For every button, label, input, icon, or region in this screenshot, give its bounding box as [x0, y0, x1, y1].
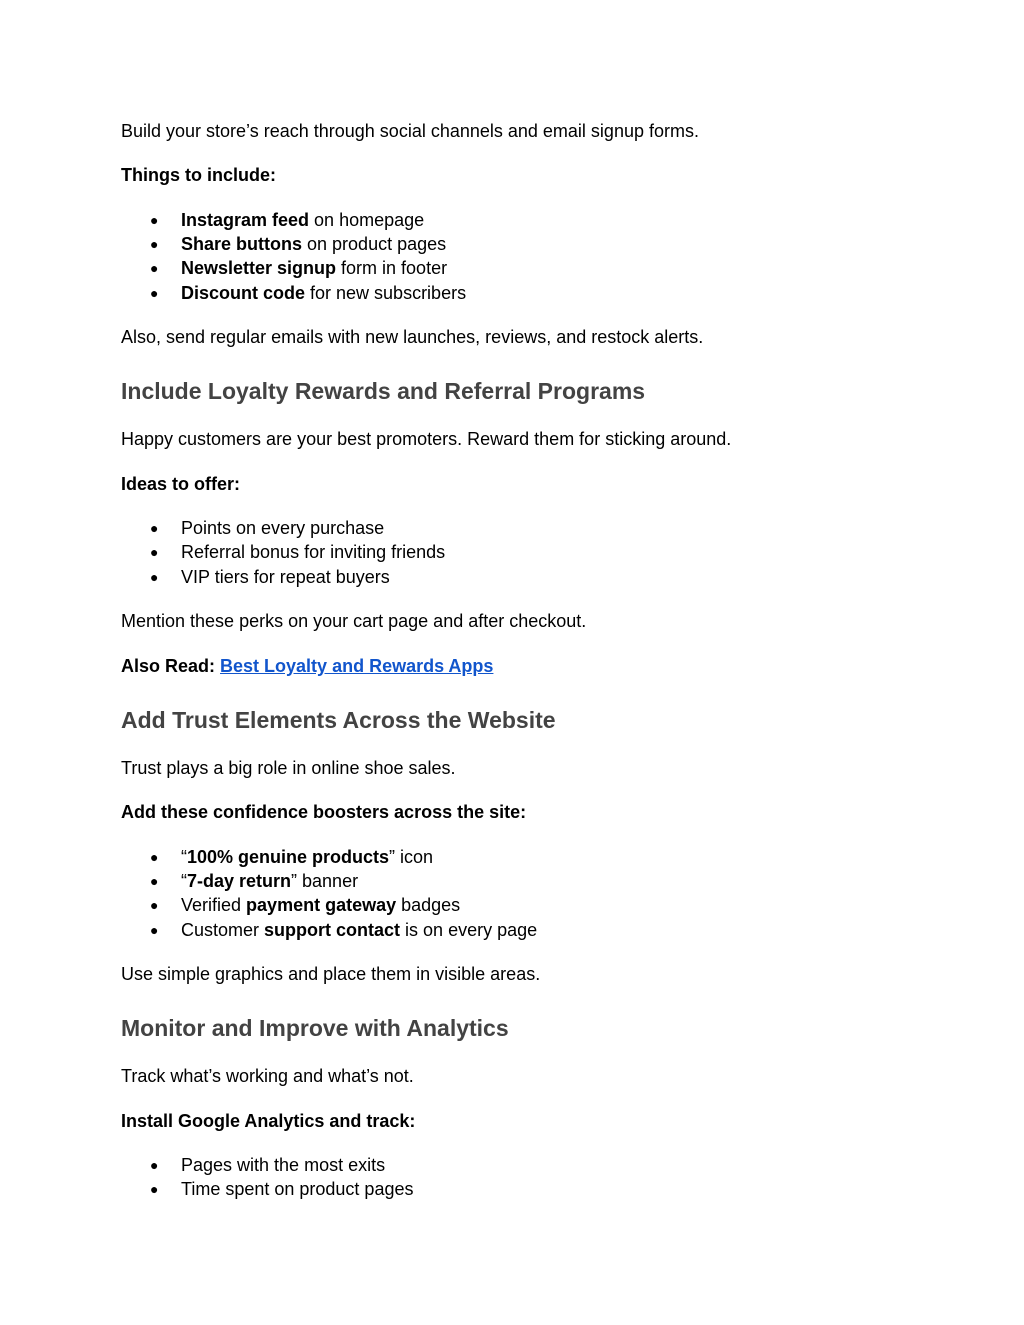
item-bold: Newsletter signup: [181, 258, 337, 278]
item-text: badges: [396, 895, 461, 915]
section2-heading: Include Loyalty Rewards and Referral Programs: [121, 378, 646, 404]
item-text: ” banner: [291, 871, 359, 891]
item-bold: 7-day return: [187, 871, 292, 891]
item-text: for new subscribers: [305, 283, 467, 303]
item-text: Pages with the most exits: [181, 1155, 386, 1175]
section2-list-label: Ideas to offer:: [121, 474, 241, 494]
bullet-icon: ●: [150, 849, 159, 865]
bullet-icon: ●: [150, 873, 159, 889]
section3-heading: Add Trust Elements Across the Website: [121, 707, 556, 733]
section4-intro: Track what’s working and what’s not.: [121, 1066, 414, 1086]
item-text: VIP tiers for repeat buyers: [181, 567, 390, 587]
item-text: Referral bonus for inviting friends: [181, 542, 446, 562]
section2-intro: Happy customers are your best promoters. Reward them for sticking around.: [121, 429, 732, 449]
bullet-icon: ●: [150, 1181, 159, 1197]
bullet-icon: ●: [150, 569, 159, 585]
item-prefix: Verified: [181, 895, 247, 915]
item-text: form in footer: [336, 258, 448, 278]
section3-intro: Trust plays a big role in online shoe sales.: [121, 758, 456, 778]
item-prefix: Customer: [181, 920, 265, 940]
section3-outro: Use simple graphics and place them in visible areas.: [121, 964, 541, 984]
item-text: Time spent on product pages: [181, 1179, 414, 1199]
item-bold: 100% genuine products: [187, 847, 390, 867]
bullet-icon: ●: [150, 520, 159, 536]
item-text: on product pages: [302, 234, 447, 254]
bullet-icon: ●: [150, 236, 159, 252]
bullet-icon: ●: [150, 285, 159, 301]
section1-intro: Build your store’s reach through social channels and email signup forms.: [121, 121, 699, 141]
item-bold: support contact: [264, 920, 401, 940]
also-read-label: Also Read:: [121, 656, 221, 676]
item-text: is on every page: [400, 920, 538, 940]
item-bold: Instagram feed: [181, 210, 310, 230]
item-text: Points on every purchase: [181, 518, 385, 538]
section1-outro: Also, send regular emails with new launches, reviews, and restock alerts.: [121, 327, 704, 347]
section3-list-label: Add these confidence boosters across the site:: [121, 802, 527, 822]
section4-heading: Monitor and Improve with Analytics: [121, 1015, 509, 1041]
section2-outro: Mention these perks on your cart page and after checkout.: [121, 611, 587, 631]
item-prefix: “: [181, 847, 187, 867]
also-read-link[interactable]: Best Loyalty and Rewards Apps: [220, 656, 494, 676]
item-text: on homepage: [309, 210, 425, 230]
bullet-icon: ●: [150, 544, 159, 560]
item-bold: Share buttons: [181, 234, 303, 254]
bullet-icon: ●: [150, 260, 159, 276]
item-bold: Discount code: [181, 283, 306, 303]
bullet-icon: ●: [150, 897, 159, 913]
bullet-icon: ●: [150, 922, 159, 938]
section4-list-label: Install Google Analytics and track:: [121, 1111, 416, 1131]
item-bold: payment gateway: [246, 895, 397, 915]
item-prefix: “: [181, 871, 187, 891]
bullet-icon: ●: [150, 212, 159, 228]
also-read: [121, 655, 493, 677]
section1-list-label: Things to include:: [121, 165, 276, 185]
bullet-icon: ●: [150, 1157, 159, 1173]
item-text: ” icon: [389, 847, 434, 867]
